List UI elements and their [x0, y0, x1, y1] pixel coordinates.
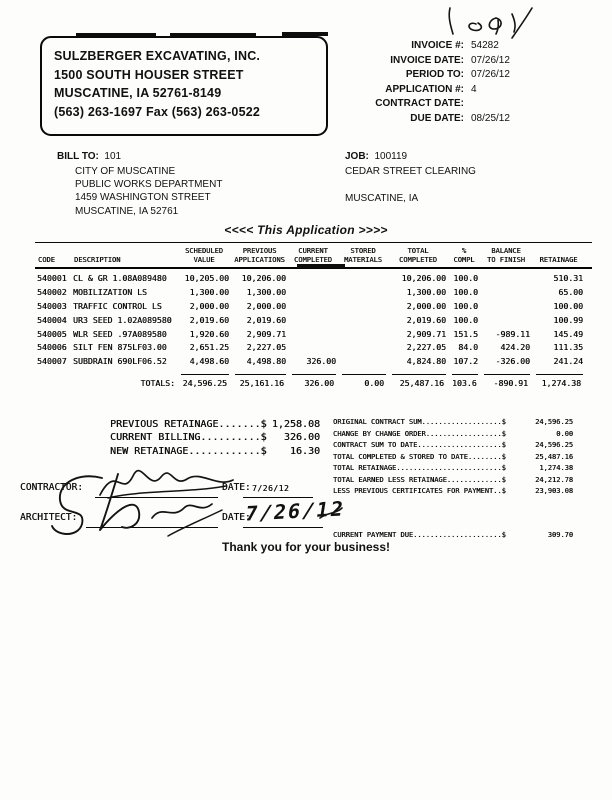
cell-previous-applications: 4,498.80	[246, 356, 286, 367]
invoice-meta-label: APPLICATION #:	[385, 83, 464, 95]
table-row	[35, 329, 592, 343]
cell-stored-materials	[338, 301, 388, 315]
column-header: TOTAL COMPLETED	[399, 247, 437, 264]
invoice-meta-label: DUE DATE:	[410, 112, 464, 124]
summary-label: NEW RETAINAGE............$	[110, 445, 267, 457]
table-totals-row	[35, 372, 592, 388]
contractor-signature-icon	[100, 471, 233, 498]
payment-due-value: 309.70	[547, 531, 573, 539]
cell-stored-materials	[338, 287, 388, 301]
company-name: SULZBERGER EXCAVATING, INC.	[54, 49, 261, 63]
cell-scheduled-value: 10,205.00	[184, 273, 229, 283]
cell-total-completed: 2,227.05	[406, 342, 446, 353]
cell-previous-applications: 2,019.60	[246, 314, 286, 325]
summary-value: 16.30	[289, 445, 320, 457]
contractor-date: 7/26/12	[252, 484, 290, 493]
total-balance-to-finish: -890.91	[484, 374, 530, 388]
company-address-line1: 1500 SOUTH HOUSER STREET	[54, 67, 244, 82]
cell-code: 540005	[37, 328, 67, 339]
copy-handwriting-icon	[438, 4, 538, 44]
invoice-meta-row	[352, 69, 542, 84]
summary-label: LESS PREVIOUS CERTIFICATES FOR PAYMENT..$	[333, 487, 506, 495]
column-header: % COMPL	[453, 247, 475, 264]
total-scheduled-value: 24,596.25	[181, 374, 229, 388]
total-retainage: 1,274.38	[536, 374, 583, 388]
column-header: CURRENT COMPLETED	[294, 247, 332, 264]
cell-description: MOBILIZATION LS	[73, 286, 147, 297]
column-header: DESCRIPTION	[74, 255, 121, 264]
total-completed: 25,487.16	[392, 374, 446, 388]
invoice-meta-value: 54282	[471, 40, 499, 51]
table-row	[35, 287, 592, 301]
summary-value: 25,487.16	[535, 452, 573, 461]
cell-scheduled-value: 2,019.60	[189, 314, 229, 325]
cell-previous-applications: 10,206.00	[241, 273, 286, 283]
invoice-meta-label: INVOICE DATE:	[390, 54, 464, 66]
cell-retainage: 111.35	[553, 342, 583, 353]
job-header	[345, 151, 407, 162]
company-address-line2: MUSCATINE, IA 52761-8149	[54, 86, 222, 100]
cell-balance-to-finish	[480, 301, 532, 315]
summary-value: 1,258.08	[271, 419, 320, 430]
thank-you-message: Thank you for your business!	[221, 540, 391, 554]
cell-stored-materials	[338, 329, 388, 343]
summary-label: CONTRACT SUM TO DATE....................$	[333, 441, 506, 449]
bill-to-label: BILL TO:	[57, 151, 99, 162]
summary-label: ORIGINAL CONTRACT SUM...................$	[333, 418, 506, 426]
scan-smudge	[297, 264, 345, 268]
column-header: PREVIOUS APPLICATIONS	[234, 247, 285, 264]
cell-balance-to-finish: 424.20	[500, 342, 530, 353]
summary-row	[110, 432, 320, 445]
cell-total-completed: 2,000.00	[406, 300, 446, 311]
cell-retainage: 510.31	[553, 273, 583, 283]
cell-percent-complete: 107.2	[453, 356, 478, 367]
invoice-meta-label: PERIOD TO:	[405, 69, 464, 81]
cell-current-completed	[288, 287, 338, 301]
cell-retainage: 145.49	[553, 328, 583, 339]
invoice-meta-value: 07/26/12	[471, 54, 510, 66]
cell-current-completed	[288, 273, 338, 287]
cell-code: 540004	[37, 314, 67, 325]
cell-retainage: 100.00	[553, 300, 583, 311]
cell-previous-applications: 2,227.05	[246, 342, 286, 353]
cell-scheduled-value: 1,300.00	[189, 286, 229, 297]
summary-value: 24,596.25	[535, 418, 573, 426]
table-row	[35, 342, 592, 356]
column-header: CODE	[38, 255, 55, 264]
summary-label: TOTAL RETAINAGE.........................$	[333, 464, 506, 472]
cell-previous-applications: 2,909.71	[246, 328, 286, 339]
invoice-meta-value	[464, 98, 542, 113]
invoice-meta-row	[352, 55, 542, 70]
cell-description: UR3 SEED 1.02A089580	[73, 314, 172, 325]
table-body	[35, 269, 592, 370]
summary-row	[333, 418, 573, 430]
cell-stored-materials	[338, 356, 388, 370]
cell-description: CL & GR 1.08A089480	[73, 273, 167, 283]
cell-balance-to-finish: -989.11	[495, 328, 530, 339]
architect-date-handwritten: 7/26/12	[243, 496, 347, 526]
invoice-meta-row	[352, 98, 542, 113]
column-header: STORED MATERIALS	[344, 247, 382, 264]
cell-percent-complete: 100.0	[453, 273, 478, 283]
summary-label: TOTAL EARNED LESS RETAINAGE.............$	[333, 475, 506, 484]
summary-row	[110, 419, 320, 432]
job-label: JOB:	[345, 151, 369, 162]
column-header: BALANCE TO FINISH	[487, 247, 525, 264]
summary-row	[333, 430, 573, 442]
architect-label: ARCHITECT:	[20, 512, 78, 523]
bill-to-address-line: CITY OF MUSCATINE	[75, 166, 176, 177]
cell-previous-applications: 1,300.00	[246, 286, 286, 297]
bill-to-address-line: PUBLIC WORKS DEPARTMENT	[75, 179, 223, 191]
cell-description: TRAFFIC CONTROL LS	[73, 300, 162, 311]
summary-value: 1,274.38	[539, 464, 573, 472]
invoice-meta-value: 4	[471, 83, 477, 95]
signatures-overlay	[20, 445, 420, 543]
job-location: MUSCATINE, IA	[345, 193, 419, 204]
summary-value: 23,903.08	[535, 487, 573, 495]
invoice-meta-label: INVOICE #:	[411, 40, 464, 51]
bill-to-header	[57, 151, 121, 162]
cell-stored-materials	[338, 342, 388, 356]
contractor-date-label: DATE:	[222, 482, 251, 493]
company-phone-fax: (563) 263-1697 Fax (563) 263-0522	[54, 104, 261, 119]
total-percent-complete: 103.6	[452, 374, 478, 388]
summary-value: 326.00	[283, 432, 320, 444]
cell-code: 540002	[37, 286, 67, 297]
cell-scheduled-value: 2,000.00	[189, 300, 229, 311]
total-stored-materials: 0.00	[342, 374, 386, 388]
cell-percent-complete: 151.5	[453, 328, 478, 339]
cell-balance-to-finish: -326.00	[495, 356, 530, 367]
summary-label: TOTAL COMPLETED & STORED TO DATE........$	[333, 452, 506, 461]
cell-description: SILT FEN 875LF03.00	[73, 342, 167, 353]
summary-label: CURRENT BILLING..........$	[110, 432, 267, 444]
cell-code: 540003	[37, 300, 67, 311]
cell-retainage: 100.99	[553, 314, 583, 325]
bill-to-address-line: MUSCATINE, IA 52761	[75, 205, 179, 217]
architect-signature-icon	[52, 474, 222, 536]
cell-percent-complete: 100.0	[453, 300, 478, 311]
pen-tail-stroke	[320, 508, 342, 518]
total-previous-applications: 25,161.16	[235, 374, 286, 388]
cell-current-completed	[288, 329, 338, 343]
summary-value: 0.00	[556, 429, 573, 438]
cell-total-completed: 2,909.71	[406, 328, 446, 339]
total-current-completed: 326.00	[292, 374, 336, 388]
cell-retainage: 65.00	[558, 286, 583, 297]
cell-current-completed	[288, 342, 338, 356]
architect-date-label: DATE:	[222, 512, 251, 523]
cell-total-completed: 1,300.00	[406, 286, 446, 297]
invoice-meta-row	[352, 84, 542, 99]
invoice-meta-row	[352, 40, 542, 55]
cell-code: 540007	[37, 356, 67, 367]
totals-label: TOTALS:	[140, 378, 175, 389]
cell-balance-to-finish	[480, 315, 532, 329]
cell-stored-materials	[338, 273, 388, 287]
cell-code: 540001	[37, 273, 67, 283]
cell-current-completed: 326.00	[306, 356, 336, 367]
cell-scheduled-value: 1,920.60	[189, 328, 229, 339]
summary-value: 24,596.25	[535, 441, 573, 449]
column-header: SCHEDULED VALUE	[185, 247, 223, 264]
cell-balance-to-finish	[480, 287, 532, 301]
summary-label: CHANGE BY CHANGE ORDER..................$	[333, 429, 506, 438]
cell-total-completed: 4,824.80	[406, 356, 446, 367]
summary-value: 24,212.78	[535, 475, 573, 484]
bill-to-address-line: 1459 WASHINGTON STREET	[75, 192, 211, 204]
job-number: 100119	[374, 151, 408, 162]
cell-balance-to-finish	[480, 273, 532, 287]
invoice-meta-value: 08/25/12	[471, 112, 510, 124]
contractor-label: CONTRACTOR:	[20, 482, 83, 493]
invoice-meta-value: 07/26/12	[471, 69, 510, 81]
cell-total-completed: 2,019.60	[406, 314, 446, 325]
cell-code: 540006	[37, 342, 67, 353]
summary-label: PREVIOUS RETAINAGE.......$	[110, 419, 267, 430]
table-row	[35, 301, 592, 315]
invoice-meta-label: CONTRACT DATE:	[375, 98, 464, 110]
cell-retainage: 241.24	[553, 356, 583, 367]
company-header-box	[40, 36, 328, 136]
payment-due-label: CURRENT PAYMENT DUE.....................$	[333, 531, 506, 539]
invoice-meta-block	[352, 40, 542, 128]
cell-description: SUBDRAIN 690LF06.52	[73, 356, 167, 367]
cell-current-completed	[288, 301, 338, 315]
cell-percent-complete: 100.0	[453, 314, 478, 325]
cell-previous-applications: 2,000.00	[246, 300, 286, 311]
cell-description: WLR SEED .97A089580	[73, 328, 167, 339]
cell-scheduled-value: 2,651.25	[189, 342, 229, 353]
cell-percent-complete: 100.0	[453, 286, 478, 297]
column-header: RETAINAGE	[539, 255, 578, 264]
bill-to-address	[75, 165, 222, 218]
table-row	[35, 356, 592, 370]
application-section-title: <<<< This Application >>>>	[224, 223, 388, 237]
cell-scheduled-value: 4,498.60	[189, 356, 229, 367]
bill-to-customer-number: 101	[104, 151, 122, 162]
invoice-meta-row	[352, 113, 542, 128]
cell-total-completed: 10,206.00	[401, 273, 446, 283]
cell-stored-materials	[338, 315, 388, 329]
cell-current-completed	[288, 315, 338, 329]
table-row	[35, 315, 592, 329]
job-name: CEDAR STREET CLEARING	[345, 166, 476, 177]
cell-percent-complete: 84.0	[458, 342, 478, 353]
table-row	[35, 273, 592, 287]
